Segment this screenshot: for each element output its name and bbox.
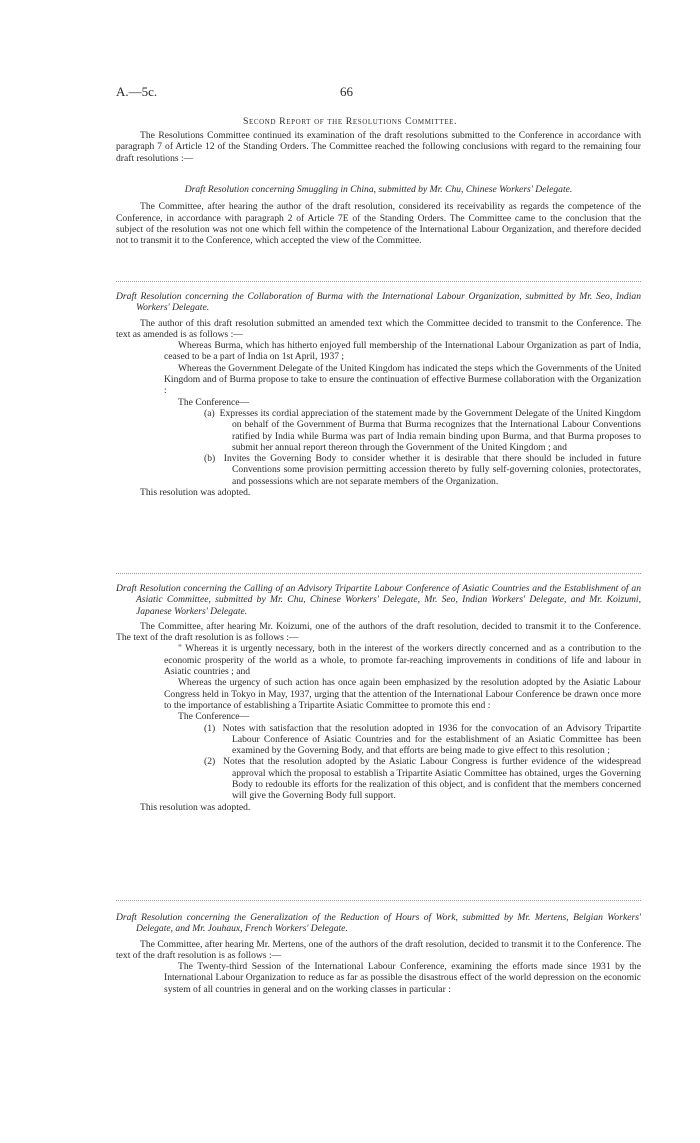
resolution-smuggling bbox=[116, 184, 641, 246]
intro-paragraph: The Resolutions Committee continued its examination of the draft resolutions submitted to the Conference in accordance with paragraph 7 of Article 12 of the Standing Orders. The Committee reached the following conclusions with regard to the remaining four draft resolutions :— bbox=[116, 130, 641, 164]
resolution-heading: Draft Resolution concerning the Generalization of the Reduction of Hours of Work, submitted by Mr. Mertens, Belgian Workers' Delegate, and Mr. Jouhaux, French Workers' Delegate. bbox=[116, 912, 641, 935]
whereas-clause: Whereas the urgency of such action has once again been emphasized by the resolution adopted by the Asiatic Labour Congress held in Tokyo in May, 1937, urging that the attention of the International Labour Conference be drawn once more to the importance of establishing a Tripartite Asiatic Committee to promote this end : bbox=[164, 677, 641, 711]
resolution-text: The Twenty-third Session of the International Labour Conference, examining the efforts made since 1931 by the International Labour Organization to reduce as far as possible the disastrous effect of the world depression on the economic system of all countries in general and on the working classes in particular : bbox=[164, 961, 641, 995]
resolution-heading: Draft Resolution concerning the Collaboration of Burma with the International Labour Organization, submitted by Mr. Seo, Indian Workers' Delegate. bbox=[116, 291, 641, 314]
resolution-hours-of-work bbox=[116, 912, 641, 995]
resolution-asiatic bbox=[116, 583, 641, 813]
whereas-clause: Whereas the Government Delegate of the United Kingdom has indicated the steps which the Governments of the United Kingdom and of Burma propose to take to ensure the continuation of effective Burmese collaboration with the Organization : bbox=[164, 362, 641, 397]
resolution-item bbox=[204, 723, 641, 757]
item-label: (b) bbox=[204, 453, 216, 465]
item-text: Notes with satisfaction that the resolution adopted in 1936 for the convocation of an Advisory Tripartite Labour Conference of Asiatic Countries and for the establishment of an Asiatic Committee has been examined by the Governing Body, and that efforts are being made to give effect to this resolution ; bbox=[222, 722, 641, 757]
document-reference: A.—5c. bbox=[116, 84, 158, 99]
resolution-intro: The author of this draft resolution submitted an amended text which the Committee decided to transmit to the Conference. The text as amended is as follows :— bbox=[116, 317, 641, 340]
section-divider bbox=[116, 573, 641, 574]
whereas-clause: Whereas Burma, which has hitherto enjoyed full membership of the International Labour Organization as part of India, ceased to be a part of India on 1st April, 1937 ; bbox=[164, 340, 641, 363]
resolution-item bbox=[204, 453, 641, 487]
section-divider bbox=[116, 900, 641, 901]
item-label: (1) bbox=[204, 722, 216, 734]
conference-label: The Conference— bbox=[178, 396, 250, 408]
item-text: Notes that the resolution adopted by the Asiatic Labour Congress is further evidence of the widespread approval which the proposal to establish a Tripartite Asiatic Committee has obtained, urges the Governing Body to redouble its efforts for the realization of this object, and is confident that the members concerned will give the Governing Body full support. bbox=[223, 756, 642, 802]
resolution-intro: The Committee, after hearing Mr. Mertens, one of the authors of the draft resolution, decided to transmit it to the Conference. The text of the draft resolution is as follows :— bbox=[116, 938, 641, 961]
adoption-note: This resolution was adopted. bbox=[140, 801, 251, 813]
resolution-burma bbox=[116, 291, 641, 498]
adoption-note: This resolution was adopted. bbox=[140, 487, 251, 499]
item-label: (2) bbox=[204, 756, 216, 768]
intro-section bbox=[116, 130, 641, 164]
resolution-item bbox=[204, 756, 641, 801]
whereas-clause: " Whereas it is urgently necessary, both in the interest of the workers directly concerned and as a contribution to the economic prosperity of the world as a whole, to promote far-reaching improvements in conditions of life and labour in Asiatic countries ; and bbox=[164, 643, 641, 678]
resolution-item bbox=[204, 408, 641, 453]
item-text: Invites the Governing Body to consider whether it is desirable that there should be included in future Conventions some provision permitting accession thereto by fully self-governing colonies, protectorates, and possessions which are not separate members of the Organization. bbox=[223, 453, 641, 487]
page-number: 66 bbox=[340, 84, 353, 99]
item-label: (a) bbox=[204, 407, 215, 419]
report-title: Second Report of the Resolutions Committee. bbox=[242, 116, 458, 127]
conference-label: The Conference— bbox=[178, 711, 250, 723]
item-text: Expresses its cordial appreciation of the statement made by the Government Delegate of the United Kingdom on behalf of the Government of Burma that Burma recognizes that the International Labour Conventions ratified by India while Burma was part of India remain binding upon Burma, and that Burma proposes to submit her annual report thereon through the Government of the United Kingdom ; and bbox=[219, 407, 641, 453]
resolution-heading: Draft Resolution concerning Smuggling in China, submitted by Mr. Chu, Chinese Workers' Delegate. bbox=[184, 184, 573, 195]
section-divider bbox=[116, 281, 641, 282]
resolution-body: The Committee, after hearing the author of the draft resolution, considered its receivability as regards the competence of the Conference, in accordance with paragraph 2 of Article 7E of the Standing Orders. The Committee came to the conclusion that the subject of the resolution was not one which fell within the competence of the International Labour Organization, and therefore decided not to transmit it to the Conference, which accepted the view of the Committee. bbox=[116, 201, 641, 247]
resolution-heading: Draft Resolution concerning the Calling of an Advisory Tripartite Labour Conference of Asiatic Countries and the Establishment of an Asiatic Committee, submitted by Mr. Chu, Chinese Workers' Delegate, Mr. Seo, Indian Workers' Delegate, and Mr. Koizumi, Japanese Workers' Delegate. bbox=[116, 583, 641, 617]
resolution-intro: The Committee, after hearing Mr. Koizumi, one of the authors of the draft resolution, decided to transmit it to the Conference. The text of the draft resolution is as follows :— bbox=[116, 620, 641, 644]
